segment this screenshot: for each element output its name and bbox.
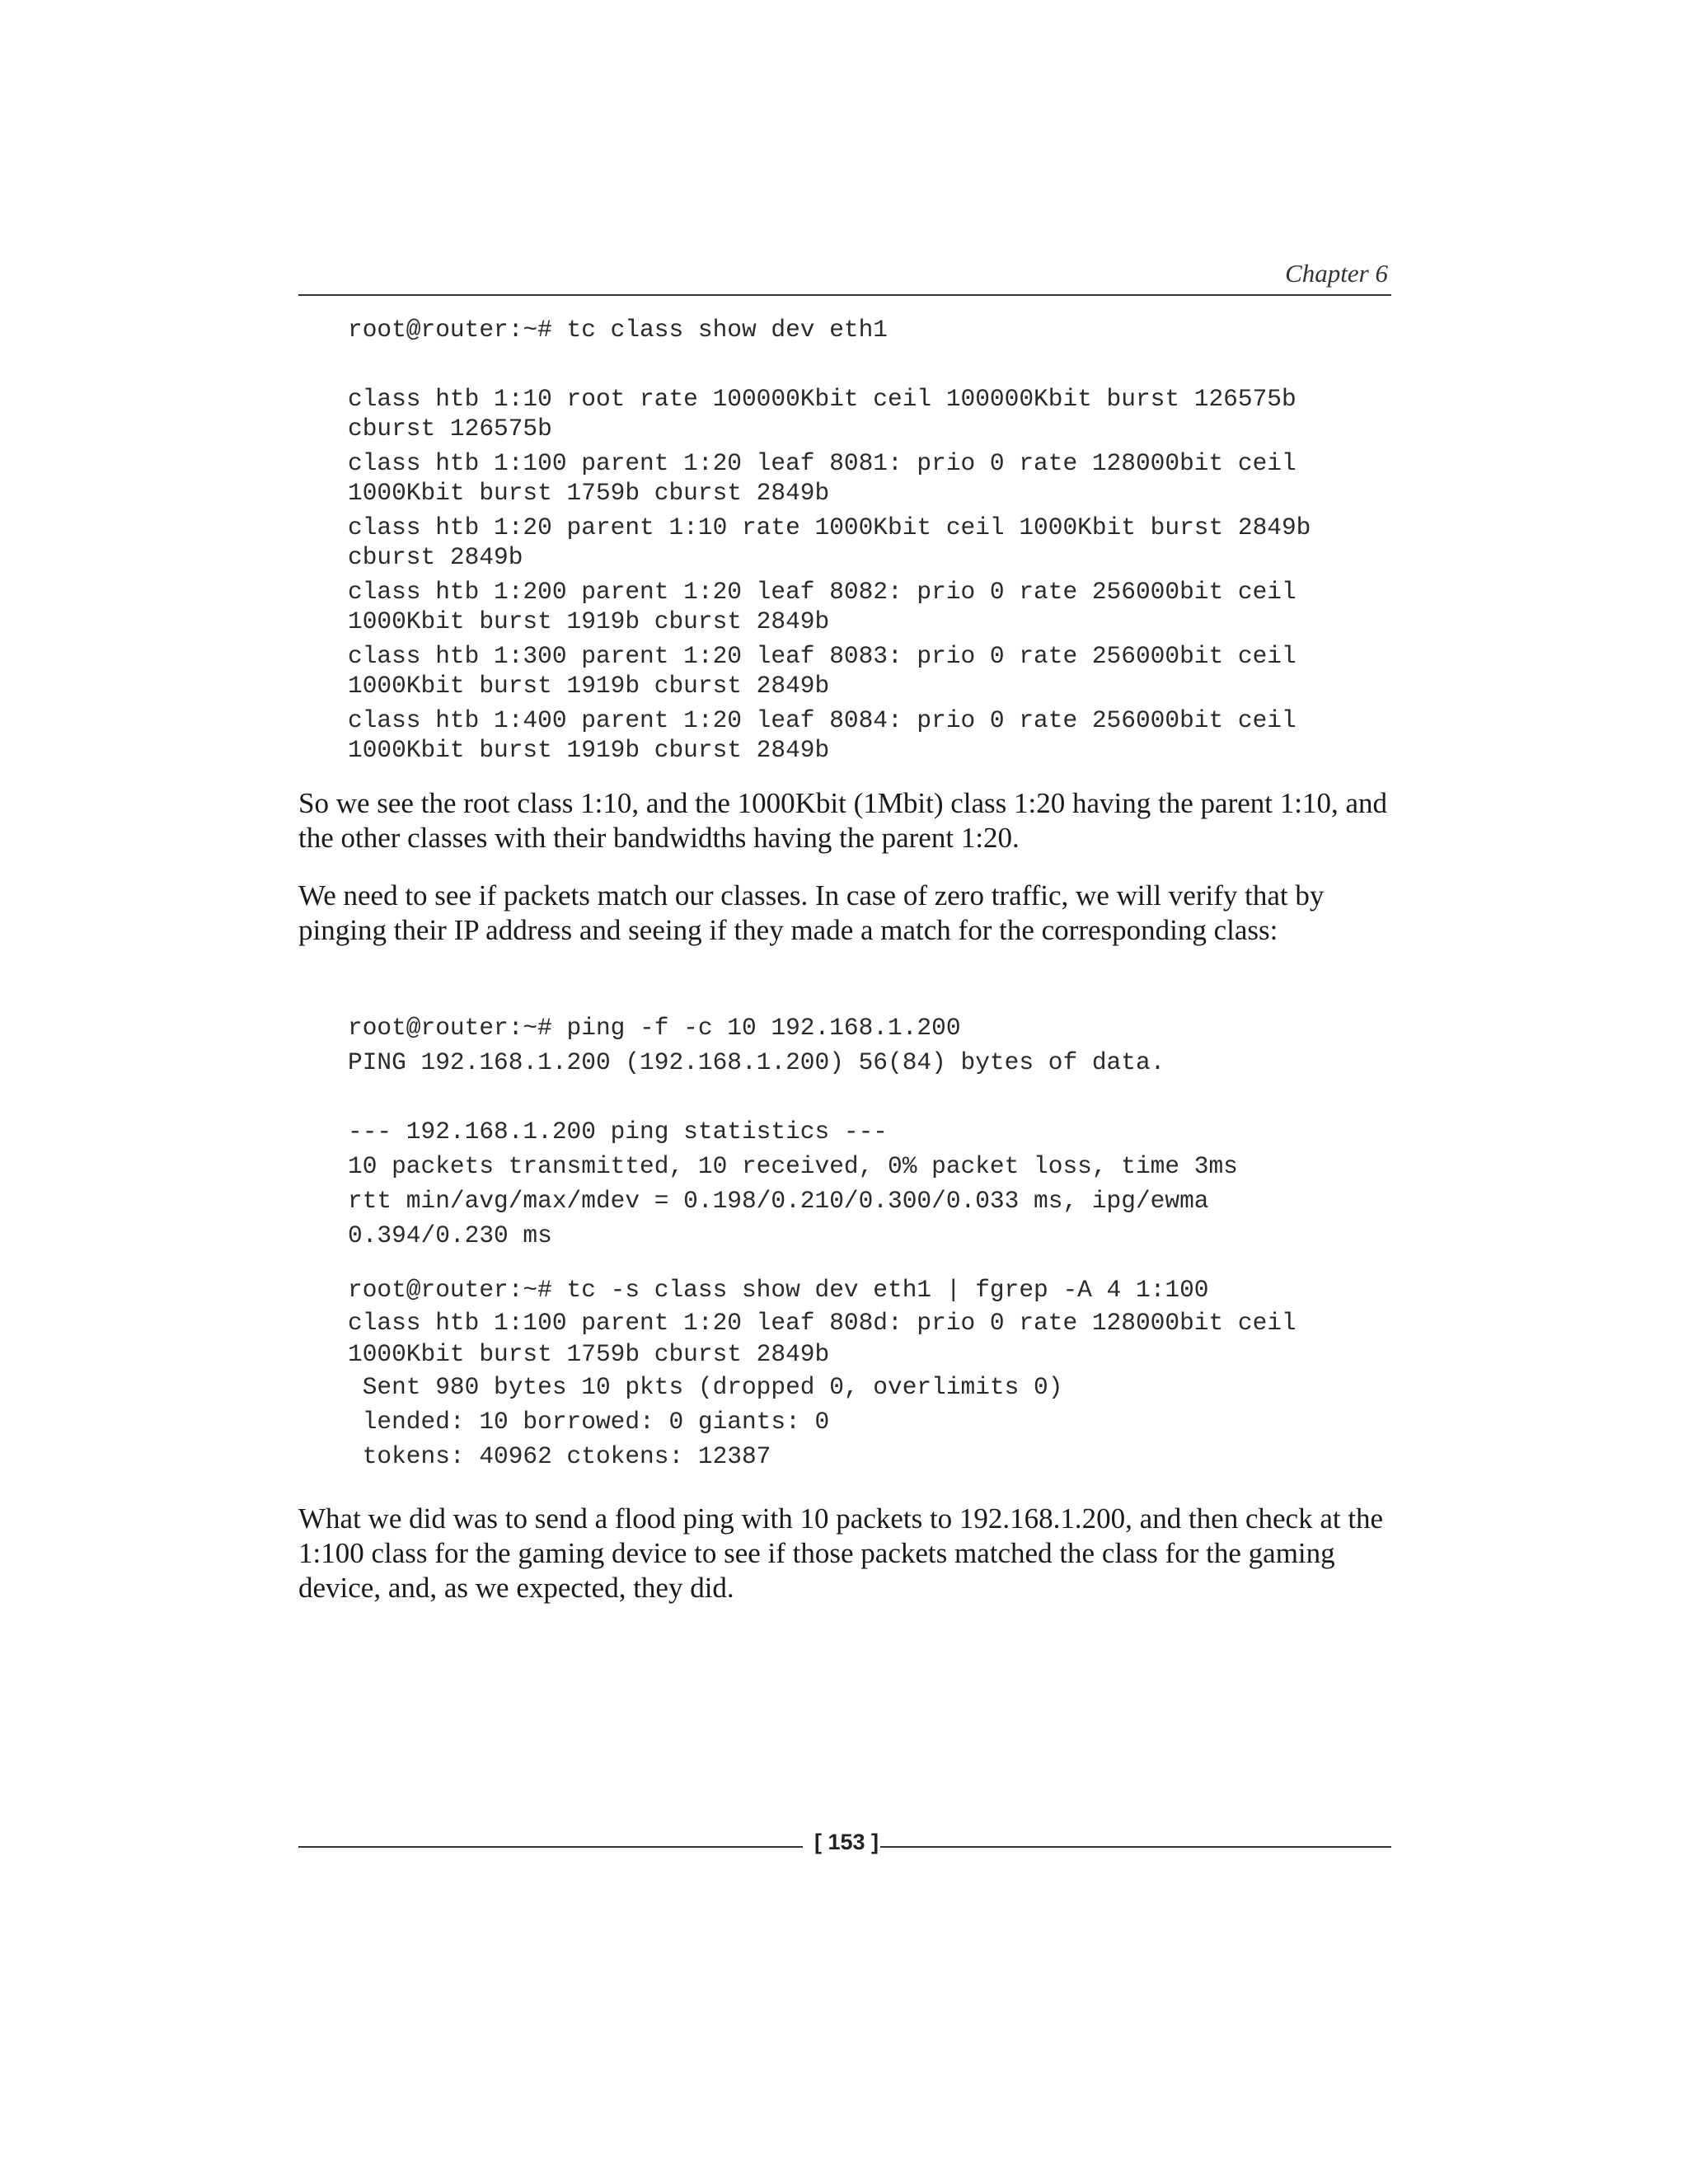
code-line: lended: 10 borrowed: 0 giants: 0 (348, 1408, 830, 1436)
code-line: class htb 1:200 parent 1:20 leaf 8082: prio 0 rate 256000bit ceil 1000Kbit burst 1919b cburst 2849b (348, 578, 1296, 635)
code-line: root@router:~# tc -s class show dev eth1 | fgrep -A 4 1:100 (348, 1276, 1209, 1304)
code-line: root@router:~# ping -f -c 10 192.168.1.200 (348, 1014, 961, 1042)
chapter-label: Chapter 6 (1285, 259, 1388, 288)
paragraph-verify-packets: We need to see if packets match our classes. In case of zero traffic, we will verify that by pinging their IP address and seeing if they made a match for the corresponding class: (298, 879, 1325, 946)
code-line: 10 packets transmitted, 10 received, 0% packet loss, time 3ms (348, 1152, 1238, 1180)
paragraph-root-class: So we see the root class 1:10, and the 1000Kbit (1Mbit) class 1:20 having the parent 1:10, and the other classes with their bandwidths having the parent 1:20. (298, 787, 1387, 854)
footer-rule-right (880, 1846, 1391, 1848)
paragraph-flood-ping-summary: What we did was to send a flood ping with 10 packets to 192.168.1.200, and then check at the 1:100 class for the gaming device to see if those packets matched the class for the gaming device, and, as we expected, they did. (298, 1502, 1384, 1604)
page-number: [ 153 ] (814, 1830, 879, 1854)
code-line: class htb 1:20 parent 1:10 rate 1000Kbit ceil 1000Kbit burst 2849b cburst 2849b (348, 513, 1311, 571)
code-line: class htb 1:10 root rate 100000Kbit ceil 100000Kbit burst 126575b cburst 126575b (348, 385, 1296, 443)
code-line: class htb 1:300 parent 1:20 leaf 8083: prio 0 rate 256000bit ceil 1000Kbit burst 1919b cburst 2849b (348, 642, 1296, 700)
code-line: class htb 1:400 parent 1:20 leaf 8084: prio 0 rate 256000bit ceil 1000Kbit burst 1919b cburst 2849b (348, 706, 1296, 764)
code-blank-line (348, 1080, 1238, 1114)
code-ping-output (348, 1010, 1238, 1253)
code-tc-stats-output (348, 1272, 1296, 1474)
page-footer (298, 1826, 1391, 1868)
code-line: PING 192.168.1.200 (192.168.1.200) 56(84) bytes of data. (348, 1048, 1165, 1076)
code-line: class htb 1:100 parent 1:20 leaf 808d: prio 0 rate 128000bit ceil 1000Kbit burst 1759b cburst 2849b (348, 1309, 1296, 1368)
code-command-class-show: root@router:~# tc class show dev eth1 (348, 316, 889, 344)
footer-rule-left (298, 1846, 803, 1848)
code-line: class htb 1:100 parent 1:20 leaf 8081: prio 0 rate 128000bit ceil 1000Kbit burst 1759b cburst 2849b (348, 449, 1296, 507)
code-line: --- 192.168.1.200 ping statistics --- (348, 1118, 889, 1146)
code-line: tokens: 40962 ctokens: 12387 (348, 1442, 771, 1470)
running-header (298, 257, 1391, 296)
code-line: rtt min/avg/max/mdev = 0.198/0.210/0.300/0.033 ms, ipg/ewma 0.394/0.230 ms (348, 1187, 1209, 1249)
code-class-list (348, 384, 1311, 770)
code-line: Sent 980 bytes 10 pkts (dropped 0, overlimits 0) (348, 1373, 1063, 1401)
